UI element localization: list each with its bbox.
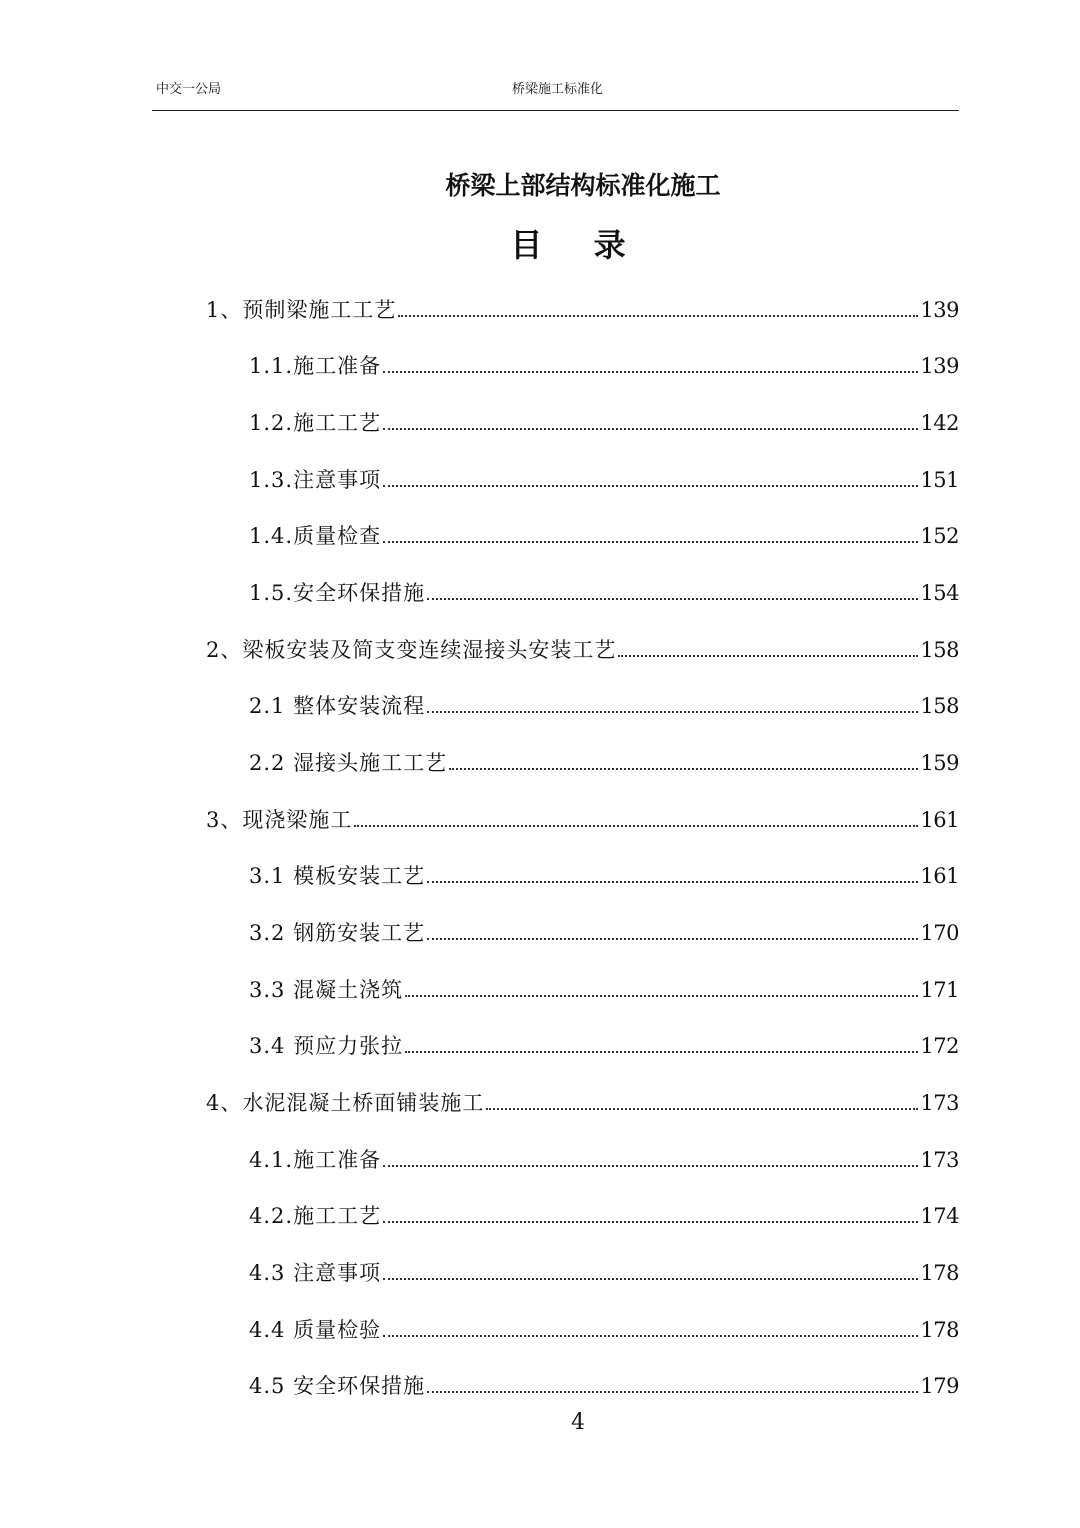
toc-entry[interactable]: [249, 860, 959, 890]
toc-entry-page: 154: [920, 581, 959, 605]
toc-entry-label: 4.2.施工工艺: [249, 1204, 382, 1228]
toc-entry[interactable]: [249, 1314, 959, 1344]
toc-entry-label: 1.2.施工工艺: [249, 411, 382, 435]
toc-entry[interactable]: [249, 1257, 959, 1287]
toc-entry-page: 151: [920, 468, 959, 492]
toc-entry[interactable]: [249, 917, 959, 947]
header-document-name: 桥梁施工标准化: [512, 82, 604, 97]
toc-title: 目 录: [510, 226, 626, 264]
toc-entry-label: 4、水泥混凝土桥面铺装施工: [206, 1091, 485, 1115]
toc-leader-dots: [383, 1335, 918, 1337]
toc-entry-label: 1.3.注意事项: [249, 468, 382, 492]
page-number: 4: [571, 1410, 585, 1435]
toc-entry-label: 3.1 模板安装工艺: [249, 864, 426, 888]
toc-entry-page: 178: [920, 1318, 959, 1342]
toc-leader-dots: [427, 881, 918, 883]
toc-entry-label: 1.4.质量检查: [249, 524, 382, 548]
page-header: [152, 76, 959, 111]
toc-leader-dots: [383, 1278, 918, 1280]
toc-entry[interactable]: [249, 690, 959, 720]
toc-entry-label: 4.3 注意事项: [249, 1261, 382, 1285]
toc-leader-dots: [618, 655, 918, 657]
toc-entry-page: 173: [920, 1148, 959, 1172]
toc-entry-page: 139: [920, 298, 959, 322]
toc-entry-page: 179: [920, 1374, 959, 1398]
toc-entry[interactable]: [249, 1370, 959, 1400]
toc-entry[interactable]: [249, 407, 959, 437]
toc-entry[interactable]: [206, 634, 959, 664]
toc-leader-dots: [427, 598, 918, 600]
toc-entry-page: 173: [920, 1091, 959, 1115]
toc-entry[interactable]: [249, 520, 959, 550]
toc-entry-page: 158: [920, 638, 959, 662]
toc-entry-page: 171: [920, 978, 959, 1002]
document-title: 桥梁上部结构标准化施工: [445, 171, 721, 200]
toc-entry-page: 178: [920, 1261, 959, 1285]
header-organization: 中交一公局: [156, 82, 222, 97]
toc-leader-dots: [383, 541, 918, 543]
toc-leader-dots: [427, 711, 918, 713]
toc-leader-dots: [486, 1108, 918, 1110]
toc-entry-label: 4.5 安全环保措施: [249, 1374, 426, 1398]
toc-leader-dots: [383, 371, 918, 373]
toc-entry[interactable]: [249, 974, 959, 1004]
toc-leader-dots: [405, 1051, 918, 1053]
toc-entry[interactable]: [249, 1144, 959, 1174]
toc-entry[interactable]: [249, 747, 959, 777]
toc-entry-label: 1.1.施工准备: [249, 354, 382, 378]
toc-entry[interactable]: [249, 577, 959, 607]
toc-entry-page: 170: [920, 921, 959, 945]
toc-entry-page: 161: [920, 808, 959, 832]
toc-entry-page: 161: [920, 864, 959, 888]
toc-entry-page: 174: [920, 1204, 959, 1228]
toc-entry[interactable]: [249, 464, 959, 494]
toc-entry-label: 2.1 整体安装流程: [249, 694, 426, 718]
toc-entry-page: 172: [920, 1034, 959, 1058]
toc-leader-dots: [427, 938, 918, 940]
toc-leader-dots: [398, 315, 918, 317]
toc-entry-page: 139: [920, 354, 959, 378]
toc-entry-label: 4.1.施工准备: [249, 1148, 382, 1172]
toc-leader-dots: [427, 1391, 918, 1393]
toc-entry-page: 158: [920, 694, 959, 718]
toc-entry-label: 2.2 湿接头施工工艺: [249, 751, 448, 775]
toc-entry-page: 159: [920, 751, 959, 775]
toc-leader-dots: [405, 995, 918, 997]
toc-entry-label: 3.3 混凝土浇筑: [249, 978, 404, 1002]
toc-leader-dots: [354, 825, 918, 827]
toc-entry-page: 152: [920, 524, 959, 548]
toc-entry-label: 3.4 预应力张拉: [249, 1034, 404, 1058]
toc-entry-label: 2、梁板安装及简支变连续湿接头安装工艺: [206, 638, 617, 662]
toc-entry[interactable]: [249, 1030, 959, 1060]
toc-leader-dots: [383, 1165, 918, 1167]
toc-entry[interactable]: [249, 350, 959, 380]
toc-entry[interactable]: [249, 1200, 959, 1230]
toc-entry[interactable]: [206, 1087, 959, 1117]
toc-leader-dots: [383, 428, 918, 430]
toc-leader-dots: [383, 485, 918, 487]
toc-entry-label: 3、现浇梁施工: [206, 808, 353, 832]
toc-entry-label: 4.4 质量检验: [249, 1318, 382, 1342]
toc-entry[interactable]: [206, 804, 959, 834]
toc-entry-label: 1、预制梁施工工艺: [206, 298, 397, 322]
toc-leader-dots: [449, 768, 918, 770]
toc-entry-label: 1.5.安全环保措施: [249, 581, 426, 605]
toc-entry[interactable]: [206, 294, 959, 324]
toc-entry-label: 3.2 钢筋安装工艺: [249, 921, 426, 945]
toc-entry-page: 142: [920, 411, 959, 435]
toc-leader-dots: [383, 1221, 918, 1223]
